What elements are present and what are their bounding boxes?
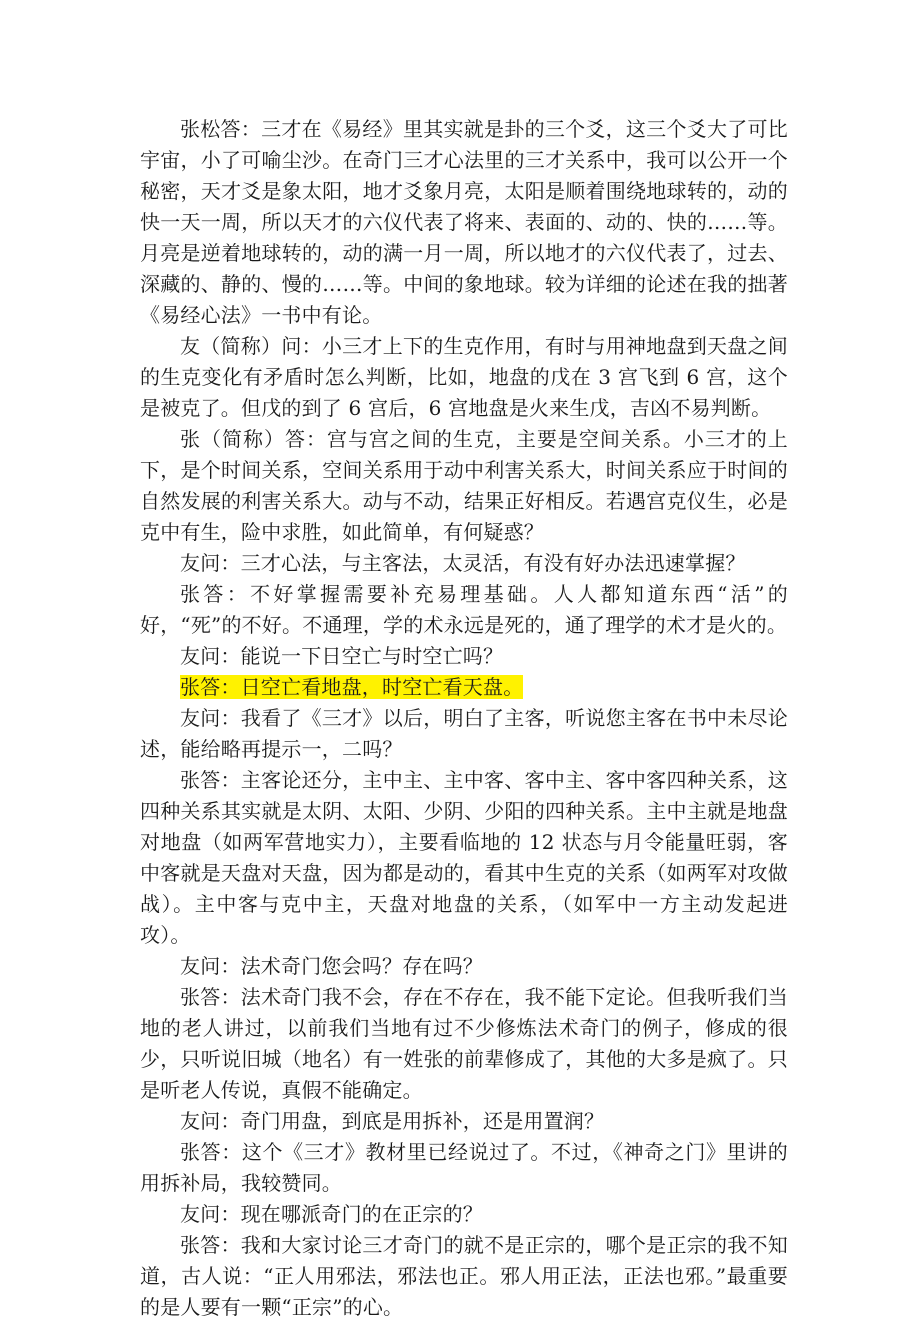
paragraph-question-3: 友问：三才心法，与主客法，太灵活，有没有好办法迅速掌握？ [180,551,746,575]
paragraph-question-5: 友问：我看了《三才》以后，明白了主客，听说您主客在书中未尽论述，能给略再提示一，二吗？ [140,706,788,761]
highlighted-text: 张答：日空亡看地盘，时空亡看天盘。 [180,675,524,699]
paragraph-answer-2: 张（简称）答：宫与宫之间的生克，主要是空间关系。小三才的上下，是个时间关系，空间关系用于动中利害关系大，时间关系应于时间的自然发展的利害关系大。动与不动，结果正好相反。若遇宫克仪生，必是克中有生，险中求胜，如此简单，有何疑惑？ [140,427,788,544]
paragraph-question-6: 友问：法术奇门您会吗？存在吗？ [180,954,483,978]
paragraph-question-4: 友问：能说一下日空亡与时空亡吗？ [180,644,504,668]
document-body [140,114,788,1323]
paragraph-answer-4-highlighted [140,672,788,703]
paragraph-answer-3: 张答：不好掌握需要补充易理基础。人人都知道东西“活”的好，“死”的不好。不通理，学的术永远是死的，通了理学的术才是火的。 [140,582,788,637]
paragraph-question-2: 友（简称）问：小三才上下的生克作用，有时与用神地盘到天盘之间的生克变化有矛盾时怎么判断，比如，地盘的戊在 3 宫飞到 6 宫，这个是被克了。但戊的到了 6 宫后，6 宫地盘是火来生戊，吉凶不易判断。 [140,334,788,420]
paragraph-answer-1: 张松答：三才在《易经》里其实就是卦的三个爻，这三个爻大了可比宇宙，小了可喻尘沙。在奇门三才心法里的三才关系中，我可以公开一个秘密，天才爻是象太阳，地才爻象月亮，太阳是顺着围绕地球转的，动的快一天一周，所以天才的六仪代表了将来、表面的、动的、快的……等。月亮是逆着地球转的，动的满一月一周，所以地才的六仪代表了，过去、深藏的、静的、慢的……等。中间的象地球。较为详细的论述在我的拙著《易经心法》一书中有论。 [140,117,788,327]
paragraph-answer-7: 张答：这个《三才》教材里已经说过了。不过，《神奇之门》里讲的用拆补局，我较赞同。 [140,1140,788,1195]
paragraph-answer-5: 张答：主客论还分，主中主、主中客、客中主、客中客四种关系，这四种关系其实就是太阴、太阳、少阴、少阳的四种关系。主中主就是地盘对地盘（如两军营地实力），主要看临地的 12 状态与月令能量旺弱，客中客就是天盘对天盘，因为都是动的，看其中生克的关系（如两军对攻做战）。主中客与克中主，天盘对地盘的关系，（如军中一方主动发起进攻）。 [140,768,788,947]
paragraph-answer-6: 张答：法术奇门我不会，存在不存在，我不能下定论。但我听我们当地的老人讲过，以前我们当地有过不少修炼法术奇门的例子，修成的很少，只听说旧城（地名）有一姓张的前辈修成了，其他的大多是疯了。只是听老人传说，真假不能确定。 [140,985,788,1102]
paragraph-question-8: 友问：现在哪派奇门的在正宗的？ [180,1202,483,1226]
paragraph-answer-8: 张答：我和大家讨论三才奇门的就不是正宗的，哪个是正宗的我不知道，古人说：“正人用邪法，邪法也正。邪人用正法，正法也邪。”最重要的是人要有一颗“正宗”的心。 [140,1233,788,1319]
paragraph-question-7: 友问：奇门用盘，到底是用拆补，还是用置润？ [180,1109,605,1133]
